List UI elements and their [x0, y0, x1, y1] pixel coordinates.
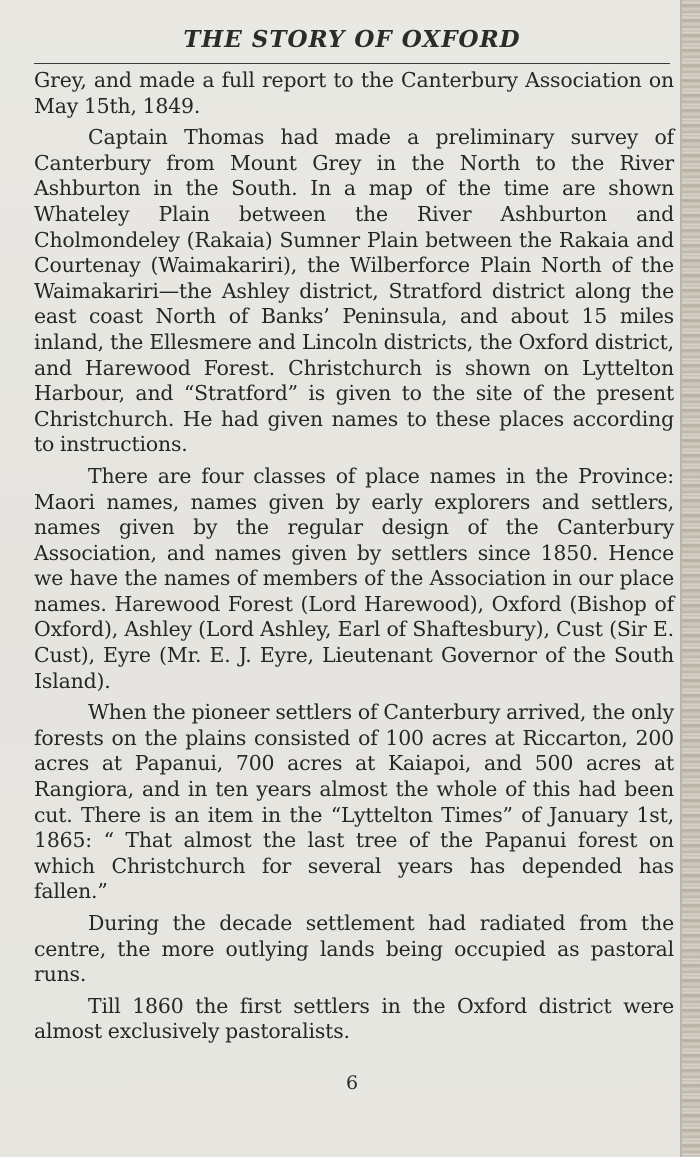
paragraph-pastoralists: Till 1860 the first settlers in the Oxford district were almost exclusively pastoralists. [34, 993, 674, 1044]
show-through-text [170, 8, 530, 22]
paragraph-place-names: There are four classes of place names in the Province: Maori names, names given by early explorers and settlers, names given by the regular design of the Canterbury Association, and names given by settlers since 1850. Hence we have the names of members of the Association in our place names. Harewood Forest (Lord Harewood), Oxford (Bishop of Oxford), Ashley (Lord Ashley, Earl of Shaftesbury), Cust (Sir E. Cust), Eyre (Mr. E. J. Eyre, Lieutenant Governor of the South Island). [34, 463, 674, 693]
paragraph-settlement: During the decade settlement had radiated from the centre, the more outlying lands being occupied as pastoral runs. [34, 911, 674, 987]
header-rule [34, 63, 670, 64]
page-number: 6 [345, 1072, 359, 1094]
running-head: THE STORY OF OXFORD [183, 26, 521, 53]
page-edge [682, 0, 700, 1157]
body-text [34, 68, 674, 1045]
paragraph-survey: Captain Thomas had made a preliminary survey of Canterbury from Mount Grey in the North to the River Ashburton in the South. In a map of the time are shown Whateley Plain between the River Ashburton and Cholmondeley (Rakaia) Sumner Plain between the Rakaia and Courtenay (Waimakariri), the Wilberforce Plain North of the Waimakariri—the Ashley district, Stratford district along the east coast North of Banks’ Peninsula, and about 15 miles inland, the Ellesmere and Lincoln districts, the Oxford district, and Harewood Forest. Christchurch is shown on Lyttelton Harbour, and “Stratford” is given to the site of the present Christchurch. He had given names to these places according to instructions. [34, 125, 674, 457]
paragraph-continued: Grey, and made a full report to the Canterbury Association on May 15th, 1849. [34, 68, 674, 118]
paragraph-forests: When the pioneer settlers of Canterbury arrived, the only forests on the plains consisted of 100 acres at Riccarton, 200 acres at Papanui, 700 acres at Kaiapoi, and 500 acres at Rangiora, and in ten years almost the whole of this had been cut. There is an item in the “Lyttelton Times” of January 1st, 1865: “ That almost the last tree of the Papanui forest on which Christchurch for several years has depended has fallen.” [34, 700, 674, 904]
